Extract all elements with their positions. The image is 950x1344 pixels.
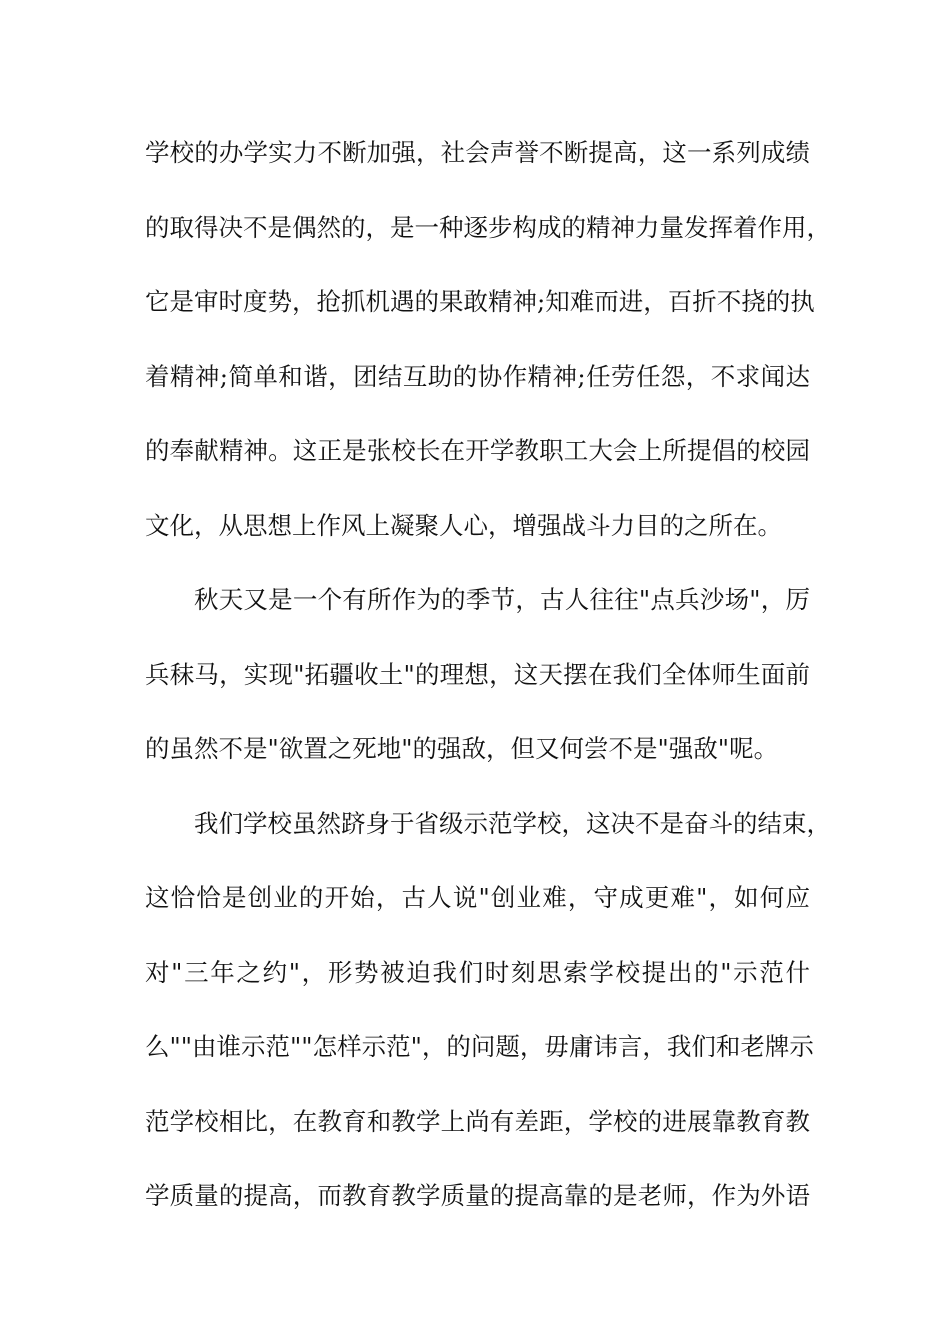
text-line: 对"三年之约"，形势被迫我们时刻思索学校提出的"示范什 <box>145 957 810 987</box>
text-line: 的奉献精神。这正是张校长在开学教职工大会上所提倡的校园 <box>145 436 810 465</box>
text-line: 的取得决不是偶然的，是一种逐步构成的精神力量发挥着作用， <box>145 212 831 242</box>
text-line: 范学校相比，在教育和教学上尚有差距，学校的进展靠教育教 <box>145 1106 810 1136</box>
text-line: 的虽然不是"欲置之死地"的强敌，但又何尝不是"强敌"呢。 <box>145 734 779 763</box>
text-line: 着精神;简单和谐，团结互助的协作精神;任劳任怨，不求闻达 <box>145 361 810 391</box>
paragraph-start-line: 秋天又是一个有所作为的季节，古人往往"点兵沙场"，厉 <box>194 585 810 614</box>
text-line: 学校的办学实力不断加强，社会声誉不断提高，这一系列成绩 <box>145 138 810 167</box>
text-line: 么""由谁示范""怎样示范"，的问题，毋庸讳言，我们和老牌示 <box>145 1032 814 1061</box>
text-line: 这恰恰是创业的开始，古人说"创业难，守成更难"，如何应 <box>145 883 810 912</box>
text-line: 学质量的提高，而教育教学质量的提高靠的是老师，作为外语 <box>145 1181 810 1210</box>
text-line: 文化，从思想上作风上凝聚人心，增强战斗力目的之所在。 <box>145 510 782 540</box>
text-line: 兵秣马，实现"拓疆收土"的理想，这天摆在我们全体师生面前 <box>145 659 810 689</box>
text-line: 它是审时度势，抢抓机遇的果敢精神;知难而进，百折不挠的执 <box>145 287 815 316</box>
paragraph-start-line: 我们学校虽然跻身于省级示范学校，这决不是奋斗的结束， <box>194 808 831 838</box>
body-text <box>145 128 831 1246</box>
